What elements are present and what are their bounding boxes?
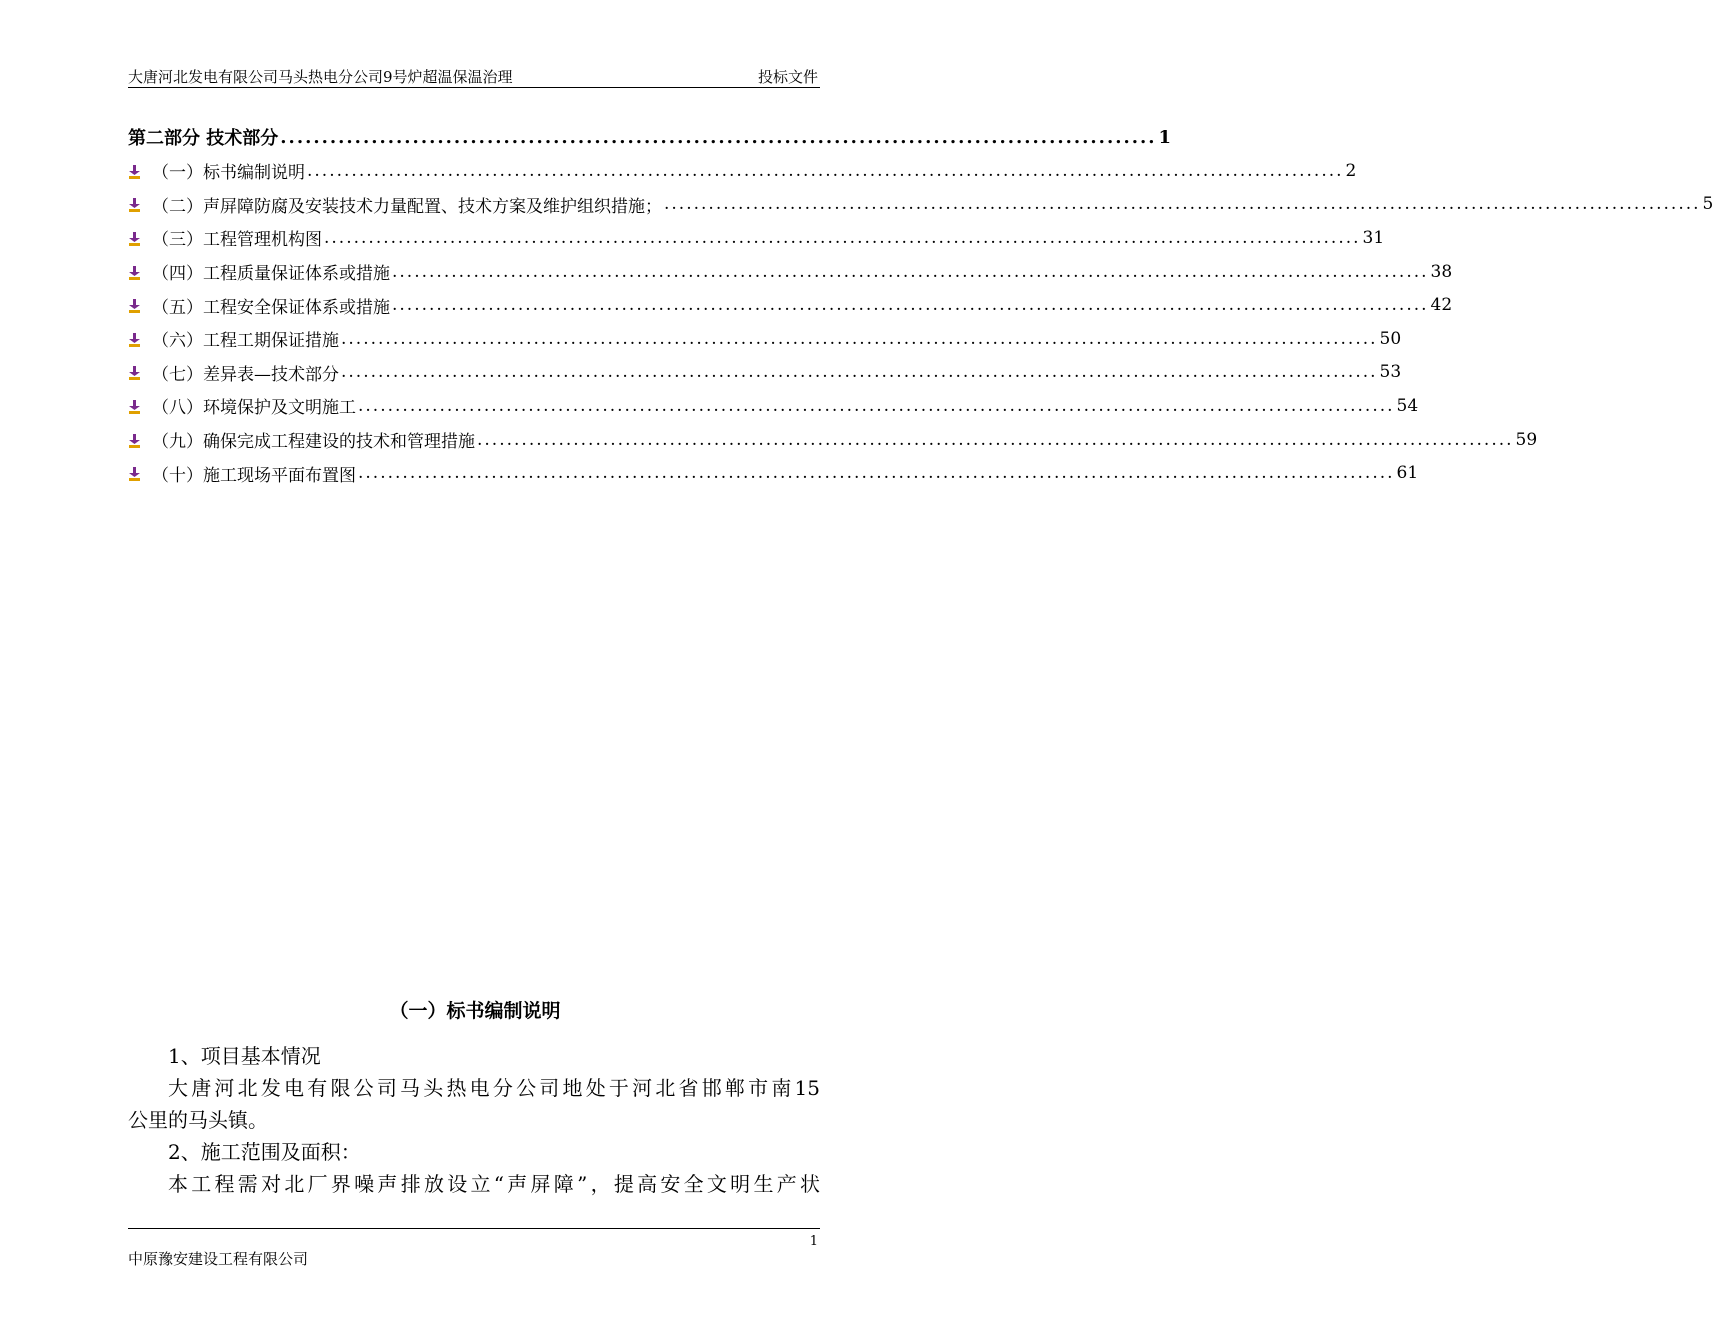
section-body — [128, 1040, 820, 1200]
toc-leader: ............................................................................................................................................ — [307, 160, 1344, 181]
toc-entry[interactable] — [128, 221, 1385, 255]
subheading-2: 2、施工范围及面积： — [168, 1140, 361, 1164]
subheading-1: 1、项目基本情况 — [168, 1044, 321, 1068]
toc-entry[interactable] — [128, 322, 1402, 356]
header-doc-type: 投标文件 — [757, 68, 818, 86]
toc-leader: ............................................................................................................................................ — [324, 227, 1361, 248]
arrow-bullet-icon — [128, 229, 152, 247]
header-title: 大唐河北发电有限公司马头热电分公司9号炉超温保温治理 — [128, 68, 513, 86]
arrow-bullet-icon — [128, 296, 152, 314]
toc-entry-label: （六）工程工期保证措施 — [152, 331, 339, 352]
arrow-bullet-icon — [128, 464, 152, 482]
header-rule — [128, 87, 820, 88]
toc-leader: ............................................................................................................................................ — [392, 295, 1429, 316]
toc-entry-page: 31 — [1362, 227, 1385, 248]
arrow-bullet-icon — [128, 397, 152, 415]
toc-entry-page: 54 — [1396, 395, 1419, 416]
toc-leader: ............................................................................................................................................ — [358, 463, 1395, 484]
arrow-bullet-icon — [128, 330, 152, 348]
toc-entry-page: 59 — [1515, 429, 1538, 450]
toc-entry[interactable] — [128, 423, 1538, 457]
toc-entry[interactable] — [128, 389, 1419, 423]
toc-leader: ............................................................................................................................................ — [664, 194, 1701, 215]
toc-entry-label: （四）工程质量保证体系或措施 — [152, 264, 390, 285]
arrow-bullet-icon — [128, 363, 152, 381]
toc-main-entry[interactable] — [128, 120, 1172, 154]
toc-entry-label: （十）施工现场平面布置图 — [152, 465, 356, 486]
toc-entry-page: 50 — [1379, 328, 1402, 349]
toc-entry-label: （五）工程安全保证体系或措施 — [152, 297, 390, 318]
toc-leader: .......................................................................................................... — [280, 126, 1157, 148]
arrow-bullet-icon — [128, 431, 152, 449]
arrow-bullet-icon — [128, 195, 152, 213]
paragraph-1-line-2: 公里的马头镇。 — [128, 1108, 268, 1132]
toc-entry[interactable] — [128, 456, 1419, 490]
toc-main-label: 第二部分 技术部分 — [128, 128, 279, 149]
footer-rule — [128, 1228, 820, 1229]
toc-entry-page: 5 — [1702, 194, 1713, 215]
paragraph-2-line-1: 本工程需对北厂界噪声排放设立“声屏障”，提高安全文明生产状 — [168, 1172, 820, 1196]
toc-entry-page: 2 — [1345, 160, 1357, 181]
toc-entry-label: （九）确保完成工程建设的技术和管理措施 — [152, 432, 475, 453]
toc-entry[interactable] — [128, 288, 1453, 322]
toc-entry[interactable] — [128, 188, 1713, 222]
arrow-bullet-icon — [128, 263, 152, 281]
arrow-bullet-icon — [128, 162, 152, 180]
toc-entry-label: （二）声屏障防腐及安装技术力量配置、技术方案及维护组织措施； — [152, 196, 662, 217]
toc-entry-label: （八）环境保护及文明施工 — [152, 398, 356, 419]
toc-entry-label: （七）差异表—技术部分 — [152, 364, 339, 385]
toc-leader: ............................................................................................................................................ — [358, 395, 1395, 416]
toc-entry-label: （一）标书编制说明 — [152, 163, 305, 184]
toc-entry[interactable] — [128, 154, 1357, 188]
toc-entry[interactable] — [128, 356, 1402, 390]
toc-entry-page: 42 — [1430, 295, 1453, 316]
toc-main-page: 1 — [1158, 126, 1172, 148]
section-title: （一）标书编制说明 — [389, 1000, 561, 1022]
toc-entry-page: 53 — [1379, 362, 1402, 383]
toc-entry-label: （三）工程管理机构图 — [152, 230, 322, 251]
toc-entry-page: 38 — [1430, 261, 1453, 282]
toc-entry-page: 61 — [1396, 463, 1419, 484]
paragraph-1-line-1: 大唐河北发电有限公司马头热电分公司地处于河北省邯郸市南15 — [168, 1076, 820, 1100]
toc-leader: ............................................................................................................................................ — [341, 362, 1378, 383]
toc-leader: ............................................................................................................................................ — [341, 328, 1378, 349]
toc-entry[interactable] — [128, 255, 1453, 289]
footer-company: 中原豫安建设工程有限公司 — [128, 1250, 309, 1268]
page-number: 1 — [809, 1234, 818, 1249]
table-of-contents — [128, 120, 1713, 490]
toc-leader: ............................................................................................................................................ — [392, 261, 1429, 282]
toc-leader: ............................................................................................................................................ — [477, 429, 1514, 450]
